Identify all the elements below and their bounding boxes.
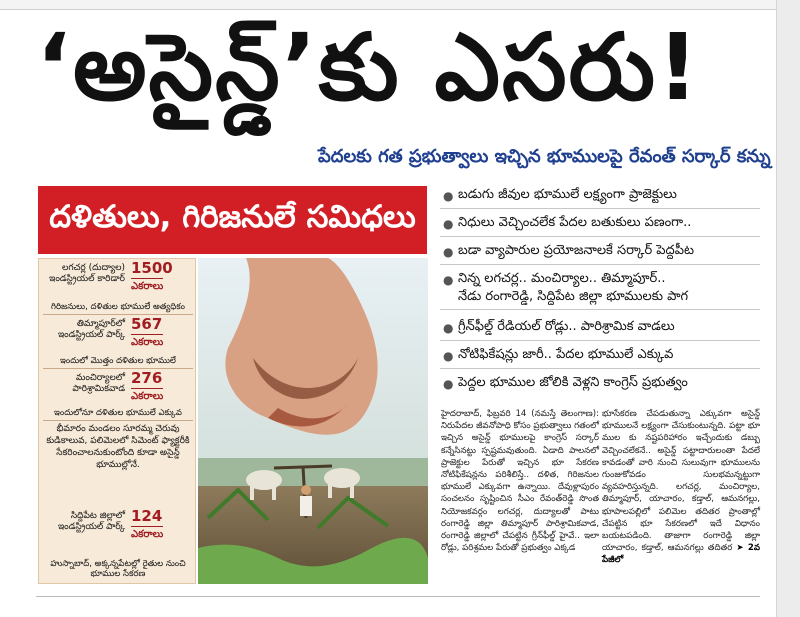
fact-number: 567: [131, 315, 163, 333]
fact-unit: ఎకరాలు: [131, 334, 163, 350]
fact-label: మంచిర్యాలలో పారిశ్రామికవాడ: [72, 373, 125, 395]
bullet-dot-icon: ●: [443, 377, 454, 391]
bullet-dot-icon: ●: [443, 189, 454, 203]
previous-story-strip: [0, 0, 800, 10]
bullet-text: నిన్న లగచర్ల.. మంచిర్యాల.. తిమ్మాపూర్.. నేడు రంగారెడ్డి, సిద్దిపేట జిల్లా భూములకు పాగ: [458, 271, 689, 304]
bullet-text: నిధులు వెచ్చించలేక పేదల బతుకులు పణంగా..: [458, 215, 692, 230]
fact-box-siddipet: [43, 509, 193, 581]
fact-note: ఇందులోనూ దళితుల భూములే ఎక్కువ: [54, 407, 182, 418]
bullet-dot-icon: ●: [443, 273, 454, 287]
bullet-dot-icon: ●: [443, 349, 454, 363]
illustration-svg: [198, 258, 428, 584]
article-body-column-1: హైదరాబాద్, ఫిబ్రవరి 14 (నమస్తే తెలంగాణ): నిరుపేదల జీవనోపాధి కోసం ప్రభుత్వాలు గతంలో ఇచ్చిన అసైన్డ్ భూములపై కాంగ్రెస్ సర్కార్ కన్నేసినట్టు స్పష్టమవుతుంది. ఏడాది పాలనలో ప్రాజెక్టుల పేరుతో ఇచ్చిన భూ సేకరణ నోటిఫికేషన్లను పరిశీలిస్తే.. దళిత, గిరిజనుల భూములే ఎక్కువగా ఉన్నాయి. దేవుళ్లాపురం సంచలనం సృష్టించిన సీఎం రేవంత్‌రెడ్డి సొంత నియోజకవర్గం లగచర్ల, దుద్యాలతో పాటు రంగారెడ్డి జిల్లా తిమ్మాపూర్ పారిశ్రామికవాడ, రంగారెడ్డి జిల్లాలో చేపట్టిన గ్రీన్‌ఫీల్డ్ హైవే.. ఇలా రోడ్లు, పరిశ్రమల పేరుతో ప్రభుత్వం ఎక్కడ: [441, 409, 599, 554]
headline: ‘అసైన్డ్’కు ఎసరు!: [36, 14, 701, 121]
fact-note: గిరిజనులు, దళితుల భూములే అత్యధికం: [51, 301, 185, 312]
bullet-item: [440, 242, 760, 265]
fact-panel: [38, 258, 196, 584]
bullet-item: [440, 346, 760, 369]
bullet-dot-icon: ●: [443, 321, 454, 335]
bullet-item: [440, 318, 760, 341]
fact-number: 124: [131, 507, 163, 525]
bottom-divider: [36, 596, 760, 597]
continued-label: 2వ పేజీలో: [602, 543, 761, 566]
fact-box-timmapur: [43, 317, 193, 369]
fact-label: తిమ్మాపూర్‌లో ఇండస్ట్రియల్ పార్క్: [57, 319, 125, 341]
fact-note: హుస్నాబాద్, అక్కన్నపేటల్లో రైతుల నుంచి భూముల సేకరణ: [50, 558, 186, 579]
bullet-item: [440, 186, 760, 209]
fact-unit: ఎకరాలు: [131, 526, 163, 542]
bullet-text: నోటిఫికేషన్లు జారీ.. పేదల భూములే ఎక్కువ: [458, 347, 674, 362]
fact-number: 1500: [131, 259, 173, 277]
fact-paragraph: భీమారం మండలం సూరమ్మ చెరువు కుడికాలువ, పలిమెలలో సిమెంట్ ఫ్యాక్టరీకి సేకరించాలనుకుంటోంది కూడా అసైన్డ్ భూముల్లోనే.: [46, 424, 190, 471]
bull-right-leg: [350, 478, 354, 498]
bull-right-leg: [328, 478, 332, 498]
fact-number: 276: [131, 369, 163, 387]
red-banner: దళితులు, గిరిజనులే సమిధలు: [38, 186, 427, 254]
fact-unit: ఎకరాలు: [131, 278, 163, 294]
bullet-item: [440, 374, 760, 396]
fact-label: సిద్దిపేట జిల్లాలో ఇండస్ట్రియల్ పార్క్: [57, 511, 125, 533]
fact-unit: ఎకరాలు: [131, 388, 163, 404]
continued-on-page-link: ➤ 2వ పేజీలో: [602, 543, 761, 566]
bullet-item: [440, 214, 760, 237]
fact-box-mancherial: [43, 371, 193, 421]
article-body-column-2: [602, 408, 760, 567]
bullet-dot-icon: ●: [443, 245, 454, 259]
bullet-text: పెద్దల భూముల జోలికి వెళ్లని కాంగ్రెస్ ప్రభుత్వం: [458, 375, 688, 390]
article-body-text: భూసేకరణ చేపడుతున్నా ఎక్కువగా అసైన్డ్ భూములనే లక్ష్యంగా చేసుకుంటున్నది. పట్టా భూ ముల కు నష్టపరిహారం ఇచ్చేందుకు డబ్బు వెచ్చించలేకనే.. అసైన్డ్ పట్టాదారులంతా పేదలే కావడంతో వారి నుంచి సులువుగా భూములను గుంజుకోవడం సులభమన్నట్టుగా వ్యవహరిస్తున్నది. లగచర్ల, మంచిర్యాల, తిమ్మాపూర్, యాచారం, కడ్తాల్, ఆమనగల్లు, భూపాలపల్లిలో పలిమెల తదితర ప్రాంతాల్లో చేపట్టిన భూ సేకరణలో ఇదే విధానం బయటపడింది. తాజాగా రంగారెడ్డి జిల్లా యాచారం, కడ్తాల్, ఆమనగల్లు తదితర: [602, 409, 760, 554]
bullet-dot-icon: ●: [443, 217, 454, 231]
bullet-text: బడుగు జీవుల భూములే లక్ష్యంగా ప్రాజెక్టులు: [458, 187, 677, 202]
bullet-text: గ్రీన్‌ఫీల్డ్ రేడియల్ రోడ్లు.. పారిశ్రామిక వాడలు: [458, 319, 675, 334]
bull-left-leg: [272, 480, 276, 500]
treeline: [198, 458, 428, 488]
fact-box-lagacherla: [43, 261, 193, 315]
bullet-text: బడా వ్యాపారుల ప్రయోజనాలకే సర్కార్ పెద్దపీట: [458, 243, 694, 258]
hand-over-farmer-illustration: [198, 258, 428, 584]
bull-left-leg: [250, 480, 254, 500]
farmer-head: [301, 485, 311, 495]
bullet-item: [440, 270, 760, 310]
adjacent-page-edge: [776, 0, 800, 617]
farmer-body: [300, 496, 312, 516]
subheadline: పేదలకు గత ప్రభుత్వాలు ఇచ్చిన భూములపై రేవంత్ సర్కార్ కన్ను: [318, 146, 771, 167]
fact-label: లగచర్ల (దుద్యాల) ఇండస్ట్రియల్ కారిడార్: [49, 263, 125, 285]
fact-note: ఇందులో మొత్తం దళితుల భూములే: [60, 355, 176, 366]
